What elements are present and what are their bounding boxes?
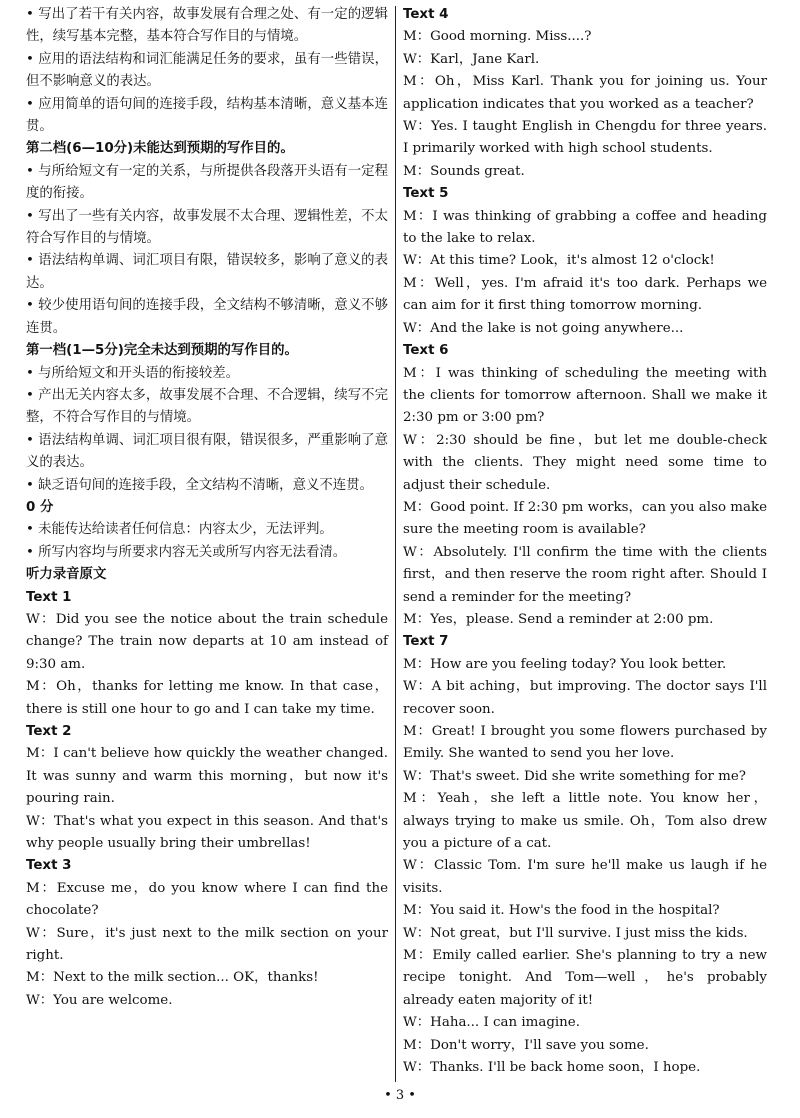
dialogue-line: W：Did you see the notice about the train schedule change? The train now departs at 10 am instead of 9:30 am. bbox=[26, 611, 388, 672]
dialogue-line: W：That's sweet. Did she write something for me? bbox=[403, 768, 746, 784]
dialogue-line: M：Good morning. Miss....? bbox=[403, 29, 592, 45]
text-1-title: Text 1 bbox=[26, 589, 72, 605]
dialogue-line: M：Oh，thanks for letting me know. In that case，there is still one hour to go and I can take my time. bbox=[26, 679, 388, 717]
dialogue-line: W：Absolutely. I'll confirm the time with the clients first，and then reserve the room right after. Should I send a reminder for the meeting? bbox=[403, 544, 767, 605]
dialogue-line: W：Sure，it's just next to the milk section on your right. bbox=[26, 925, 388, 964]
bullet-item: • 产出无关内容太多，故事发展不合理、不合逻辑，续写不完整，不符合写作目的与情境。 bbox=[26, 385, 388, 430]
bullet-item: • 写出了一些有关内容，故事发展不太合理、逻辑性差，不太符合写作目的与情境。 bbox=[26, 206, 388, 251]
dialogue-line: W：2:30 should be fine，but let me double-check with the clients. They might need some time to adjust their schedule. bbox=[403, 432, 767, 493]
bullet-item: • 应用的语法结构和词汇能满足任务的要求，虽有一些错误，但不影响意义的表达。 bbox=[26, 49, 388, 94]
dialogue-line: W：At this time? Look，it's almost 12 o'clock! bbox=[403, 253, 715, 269]
dialogue-line: M：Yeah，she left a little note. You know her，always trying to make us smile. Oh，Tom also drew you a picture of a cat. bbox=[403, 791, 767, 852]
grade-heading-1: 第一档(1—5分)完全未达到预期的写作目的。 bbox=[26, 343, 298, 359]
dialogue-line: M：How are you feeling today? You look better. bbox=[403, 656, 727, 672]
text-6-title: Text 6 bbox=[403, 343, 449, 359]
bullet-item: • 较少使用语句间的连接手段，全文结构不够清晰，意义不够连贯。 bbox=[26, 295, 388, 340]
dialogue-line: W：You are welcome. bbox=[26, 992, 173, 1008]
dialogue-line: W：Yes. I taught English in Chengdu for three years. I primarily worked with high school students. bbox=[403, 119, 767, 157]
dialogue-line: M：Well，yes. I'm afraid it's too dark. Perhaps we can aim for it first thing tomorrow morning. bbox=[403, 275, 767, 314]
bullet-item: • 语法结构单调、词汇项目有限，错误较多，影响了意义的表达。 bbox=[26, 250, 388, 295]
dialogue-line: M：Good point. If 2:30 pm works，can you also make sure the meeting room is available? bbox=[403, 499, 767, 538]
dialogue-line: M：Don't worry，I'll save you some. bbox=[403, 1037, 649, 1053]
dialogue-line: W：That's what you expect in this season. And that's why people usually bring their umbrellas! bbox=[26, 813, 388, 852]
dialogue-line: W：Not great，but I'll survive. I just miss the kids. bbox=[403, 925, 748, 941]
dialogue-line: M：You said it. How's the food in the hospital? bbox=[403, 903, 720, 919]
page-number: • 3 • bbox=[384, 1088, 416, 1103]
dialogue-line: W：Thanks. I'll be back home soon，I hope. bbox=[403, 1060, 701, 1076]
column-divider bbox=[395, 6, 396, 1082]
grade-heading-0: 0 分 bbox=[26, 499, 54, 515]
dialogue-line: M：Sounds great. bbox=[403, 163, 525, 179]
text-3-title: Text 3 bbox=[26, 858, 72, 874]
bullet-item: • 与所给短文有一定的关系，与所提供各段落开头语有一定程度的衔接。 bbox=[26, 161, 388, 206]
bullet-item: • 语法结构单调、词汇项目很有限，错误很多，严重影响了意义的表达。 bbox=[26, 430, 388, 475]
dialogue-line: M：Yes，please. Send a reminder at 2:00 pm. bbox=[403, 611, 714, 627]
bullet-item: • 写出了若干有关内容，故事发展有合理之处、有一定的逻辑性，续写基本完整，基本符合写作目的与情境。 bbox=[26, 4, 388, 49]
bullet-item: • 未能传达给读者任何信息：内容太少，无法评判。 bbox=[26, 519, 388, 541]
bullet-item: • 与所给短文和开头语的衔接较差。 bbox=[26, 363, 388, 385]
text-5-title: Text 5 bbox=[403, 186, 449, 202]
dialogue-line: W：And the lake is not going anywhere... bbox=[403, 320, 684, 336]
dialogue-line: M：Great! I brought you some flowers purchased by Emily. She wanted to send you her love. bbox=[403, 724, 767, 762]
dialogue-line: M：Next to the milk section... OK，thanks! bbox=[26, 970, 319, 986]
transcript-title: 听力录音原文 bbox=[26, 567, 107, 583]
dialogue-line: M：I was thinking of scheduling the meeting with the clients for tomorrow afternoon. Shall we make it 2:30 pm or 3:00 pm? bbox=[403, 365, 767, 426]
dialogue-line: M：Excuse me，do you know where I can find the chocolate? bbox=[26, 880, 388, 919]
dialogue-line: W：Karl，Jane Karl. bbox=[403, 51, 540, 67]
right-column bbox=[403, 4, 767, 1080]
bullet-item: • 所写内容均与所要求内容无关或所写内容无法看清。 bbox=[26, 542, 388, 564]
grade-heading-2: 第二档(6—10分)未能达到预期的写作目的。 bbox=[26, 141, 294, 157]
dialogue-line: M：Emily called earlier. She's planning to try a new recipe tonight. And Tom—well，he's probably already eaten majority of it! bbox=[403, 948, 767, 1008]
left-column bbox=[26, 4, 388, 1012]
bullet-item: • 应用简单的语句间的连接手段，结构基本清晰，意义基本连贯。 bbox=[26, 94, 388, 139]
dialogue-line: W：Classic Tom. I'm sure he'll make us laugh if he visits. bbox=[403, 858, 767, 896]
text-4-title: Text 4 bbox=[403, 7, 449, 22]
dialogue-line: W：Haha... I can imagine. bbox=[403, 1015, 580, 1031]
bullet-item: • 缺乏语句间的连接手段，全文结构不清晰，意义不连贯。 bbox=[26, 475, 388, 497]
dialogue-line: M：I can't believe how quickly the weather changed. It was sunny and warm this morning，but now it's pouring rain. bbox=[26, 746, 388, 807]
text-2-title: Text 2 bbox=[26, 724, 72, 739]
dialogue-line: M：I was thinking of grabbing a coffee and heading to the lake to relax. bbox=[403, 208, 767, 247]
dialogue-line: W：A bit aching，but improving. The doctor says I'll recover soon. bbox=[403, 679, 767, 717]
dialogue-line: M：Oh，Miss Karl. Thank you for joining us. Your application indicates that you worked as a teacher? bbox=[403, 74, 767, 112]
text-7-title: Text 7 bbox=[403, 634, 449, 650]
